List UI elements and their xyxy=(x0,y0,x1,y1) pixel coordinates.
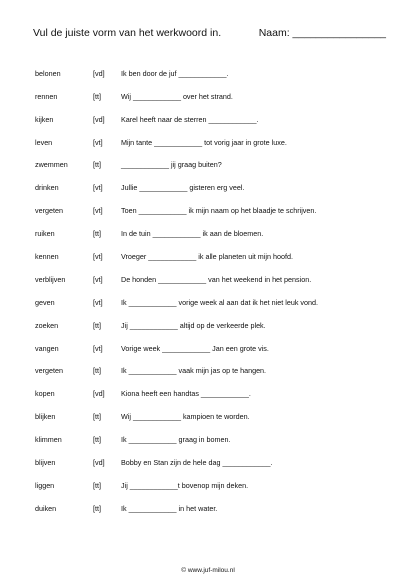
exercise-sentence: Vroeger ____________ ik alle planeten uit mijn hoofd. xyxy=(121,251,293,261)
exercise-sentence: Jij ____________ altijd op de verkeerde plek. xyxy=(121,320,266,330)
tense-code: [vd] xyxy=(93,114,105,124)
exercise-sentence: Bobby en Stan zijn de hele dag ____________. xyxy=(121,457,273,467)
exercise-sentence: Wij ____________ kampioen te worden. xyxy=(121,412,250,422)
exercise-row xyxy=(35,154,385,177)
exercise-sentence: Kiona heeft een handtas ____________. xyxy=(121,389,251,399)
tense-code: [tt] xyxy=(93,412,101,422)
exercise-row xyxy=(35,451,385,474)
worksheet-header xyxy=(33,27,386,39)
exercise-row xyxy=(35,62,385,85)
verb-infinitive: klimmen xyxy=(35,435,62,445)
exercise-row xyxy=(35,428,385,451)
tense-code: [vt] xyxy=(93,137,103,147)
verb-infinitive: blijken xyxy=(35,412,56,422)
tense-code: [tt] xyxy=(93,366,101,376)
exercise-sentence: Ik ____________ vorige week al aan dat ik het niet leuk vond. xyxy=(121,297,318,307)
tense-code: [vt] xyxy=(93,183,103,193)
tense-code: [vd] xyxy=(93,68,105,78)
exercise-row xyxy=(35,337,385,360)
exercise-row xyxy=(35,405,385,428)
exercise-list xyxy=(35,62,385,520)
exercise-sentence: Ik ben door de juf ____________. xyxy=(121,68,229,78)
exercise-sentence: Vorige week ____________ Jan een grote vis. xyxy=(121,343,269,353)
verb-infinitive: verblijven xyxy=(35,274,66,284)
tense-code: [vt] xyxy=(93,343,103,353)
verb-infinitive: kijken xyxy=(35,114,54,124)
footer-website: © www.juf-milou.nl xyxy=(181,567,235,574)
verb-infinitive: duiken xyxy=(35,503,57,513)
exercise-sentence: De honden ____________ van het weekend in het pension. xyxy=(121,274,312,284)
verb-infinitive: ruiken xyxy=(35,229,55,239)
tense-code: [vt] xyxy=(93,297,103,307)
exercise-row xyxy=(35,222,385,245)
exercise-row xyxy=(35,360,385,383)
exercise-row xyxy=(35,314,385,337)
exercise-row xyxy=(35,199,385,222)
exercise-row xyxy=(35,176,385,199)
verb-infinitive: zoeken xyxy=(35,320,59,330)
exercise-row xyxy=(35,108,385,131)
verb-infinitive: kopen xyxy=(35,389,55,399)
tense-code: [vt] xyxy=(93,206,103,216)
exercise-sentence: Jij ____________t bovenop mijn deken. xyxy=(121,480,249,490)
tense-code: [tt] xyxy=(93,229,101,239)
exercise-sentence: Toen ____________ ik mijn naam op het blaadje te schrijven. xyxy=(121,206,317,216)
verb-infinitive: rennen xyxy=(35,91,58,101)
exercise-row xyxy=(35,268,385,291)
verb-infinitive: vangen xyxy=(35,343,59,353)
page-title: Vul de juiste vorm van het werkwoord in. xyxy=(33,27,222,39)
verb-infinitive: geven xyxy=(35,297,55,307)
tense-code: [tt] xyxy=(93,503,101,513)
verb-infinitive: liggen xyxy=(35,480,55,490)
tense-code: [tt] xyxy=(93,435,101,445)
tense-code: [tt] xyxy=(93,91,101,101)
exercise-sentence: Karel heeft naar de sterren ____________. xyxy=(121,114,259,124)
tense-code: [vd] xyxy=(93,389,105,399)
tense-code: [tt] xyxy=(93,320,101,330)
exercise-sentence: Mijn tante ____________ tot vorig jaar in grote luxe. xyxy=(121,137,287,147)
tense-code: [tt] xyxy=(93,480,101,490)
exercise-row xyxy=(35,131,385,154)
exercise-sentence: Jullie ____________ gisteren erg veel. xyxy=(121,183,245,193)
verb-infinitive: kennen xyxy=(35,251,59,261)
verb-infinitive: vergeten xyxy=(35,206,63,216)
exercise-sentence: ____________ jij graag buiten? xyxy=(121,160,222,170)
exercise-row xyxy=(35,497,385,520)
exercise-row xyxy=(35,291,385,314)
tense-code: [vt] xyxy=(93,274,103,284)
verb-infinitive: belonen xyxy=(35,68,61,78)
exercise-row xyxy=(35,245,385,268)
name-label: Naam: ________________ xyxy=(258,27,386,39)
exercise-sentence: Ik ____________ graag in bomen. xyxy=(121,435,231,445)
exercise-sentence: Ik ____________ vaak mijn jas op te hangen. xyxy=(121,366,267,376)
tense-code: [tt] xyxy=(93,160,101,170)
verb-infinitive: drinken xyxy=(35,183,59,193)
exercise-sentence: Ik ____________ in het water. xyxy=(121,503,218,513)
exercise-row xyxy=(35,382,385,405)
verb-infinitive: zwemmen xyxy=(35,160,68,170)
exercise-sentence: In de tuin ____________ ik aan de bloemen. xyxy=(121,229,264,239)
exercise-row xyxy=(35,474,385,497)
tense-code: [vt] xyxy=(93,251,103,261)
verb-infinitive: vergeten xyxy=(35,366,63,376)
tense-code: [vd] xyxy=(93,457,105,467)
verb-infinitive: leven xyxy=(35,137,53,147)
exercise-row xyxy=(35,85,385,108)
verb-infinitive: blijven xyxy=(35,457,56,467)
exercise-sentence: Wij ____________ over het strand. xyxy=(121,91,233,101)
